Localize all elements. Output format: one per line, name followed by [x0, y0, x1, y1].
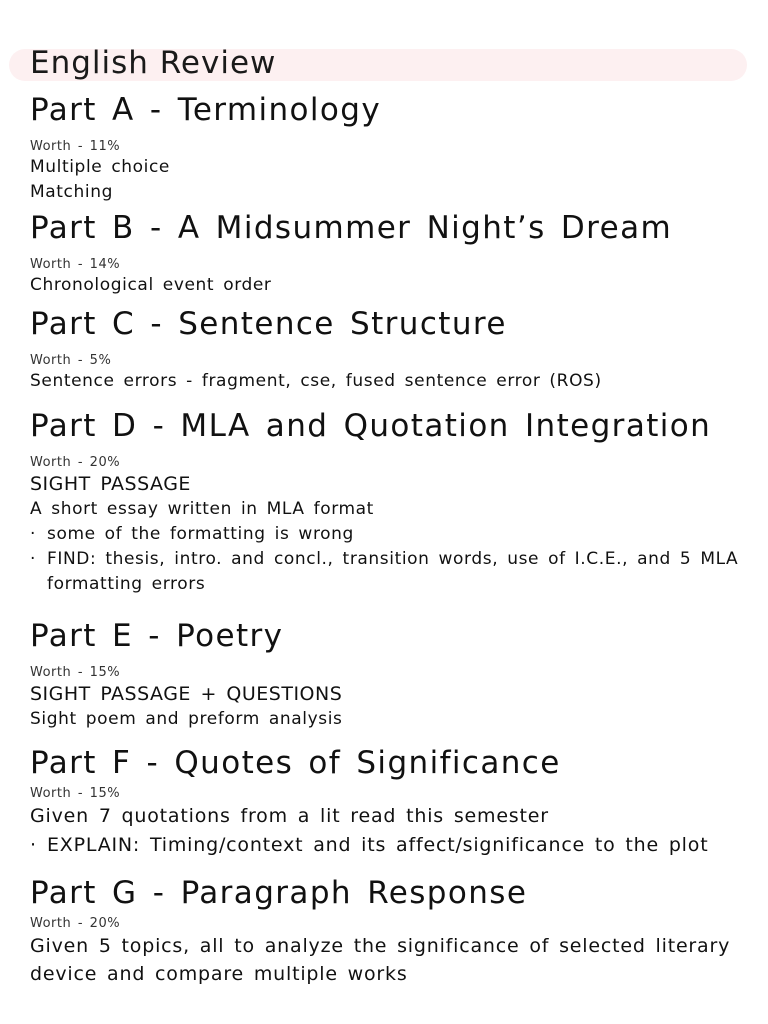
part-f-worth: Worth - 15% [30, 786, 121, 801]
part-f-bullet [30, 830, 750, 860]
part-d-subheading: SIGHT PASSAGE [30, 473, 191, 495]
part-d-section [30, 407, 750, 597]
part-d-bullet [30, 547, 747, 597]
part-f-line: Given 7 quotations from a lit read this semester [30, 805, 549, 827]
part-a-line: Multiple choice [30, 157, 170, 177]
part-f-bullet-text: EXPLAIN: Timing/context and its affect/significance to the plot [47, 834, 709, 856]
part-c-worth: Worth - 5% [30, 353, 112, 368]
part-e-line: Sight poem and preform analysis [30, 709, 343, 729]
bullet-glyph: · [30, 834, 37, 856]
part-g-section [30, 874, 750, 988]
part-b-section [30, 209, 750, 298]
part-f-section [30, 744, 750, 860]
part-c-heading: Part C - Sentence Structure [30, 306, 507, 342]
part-e-worth: Worth - 15% [30, 665, 121, 680]
bullet-glyph: · [30, 524, 37, 544]
part-g-worth: Worth - 20% [30, 916, 121, 931]
part-d-heading: Part D - MLA and Quotation Integration [30, 408, 712, 444]
part-f-heading: Part F - Quotes of Significance [30, 745, 561, 781]
part-a-heading: Part A - Terminology [30, 92, 382, 128]
part-d-worth: Worth - 20% [30, 455, 121, 470]
part-e-subheading: SIGHT PASSAGE + QUESTIONS [30, 683, 343, 705]
part-c-section [30, 305, 750, 394]
part-g-line: Given 5 topics, all to analyze the significance of selected literary device and compare multiple works [30, 935, 731, 985]
part-b-heading: Part B - A Midsummer Night’s Dream [30, 210, 673, 246]
part-c-line: Sentence errors - fragment, cse, fused sentence error (ROS) [30, 371, 602, 391]
part-d-bullet [30, 522, 750, 547]
part-b-worth: Worth - 14% [30, 257, 121, 272]
part-d-line: A short essay written in MLA format [30, 499, 374, 519]
part-g-heading: Part G - Paragraph Response [30, 875, 528, 911]
part-d-bullet-text: some of the formatting is wrong [47, 524, 354, 544]
part-a-section [30, 91, 750, 205]
bullet-glyph: · [30, 549, 37, 569]
part-e-heading: Part E - Poetry [30, 618, 284, 654]
part-d-bullet-text: FIND: thesis, intro. and concl., transition words, use of I.C.E., and 5 MLA formatting errors [47, 549, 739, 594]
part-e-section [30, 617, 750, 732]
page-title: English Review [30, 45, 277, 81]
part-a-worth: Worth - 11% [30, 139, 121, 154]
part-a-line: Matching [30, 182, 113, 202]
part-b-line: Chronological event order [30, 275, 272, 295]
